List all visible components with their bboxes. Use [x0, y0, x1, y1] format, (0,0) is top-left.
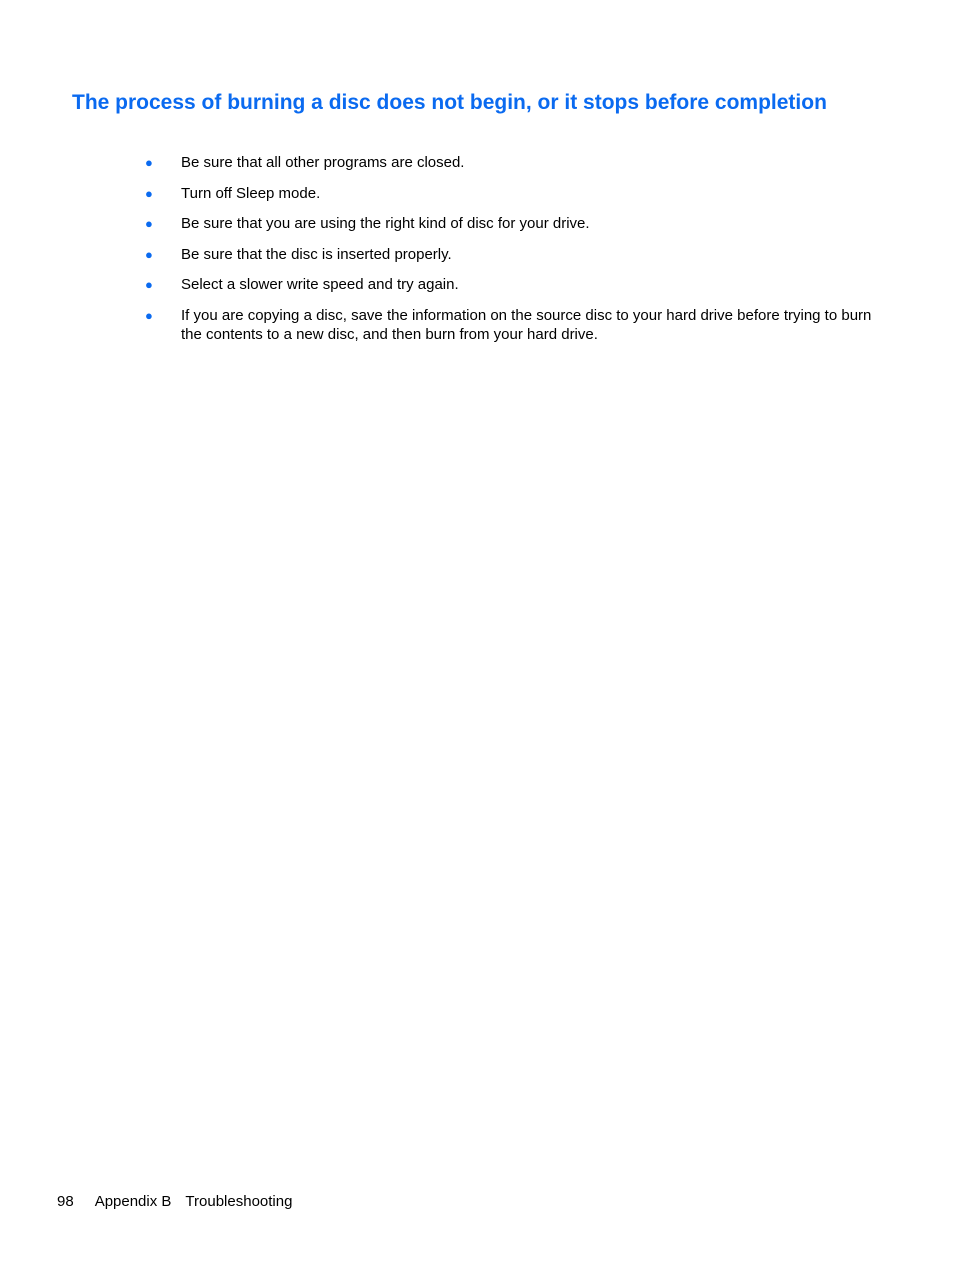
section-heading: The process of burning a disc does not begin, or it stops before completion — [72, 91, 827, 114]
troubleshooting-bullet-list — [0, 153, 954, 355]
list-item — [0, 214, 954, 233]
list-item — [0, 275, 954, 294]
bullet-icon: ● — [145, 277, 153, 292]
bullet-icon: ● — [145, 216, 153, 231]
list-item-text: Select a slower write speed and try again. — [181, 276, 459, 293]
bullet-icon: ● — [145, 246, 153, 262]
page-footer — [57, 1192, 292, 1211]
bullet-icon: ● — [145, 185, 153, 201]
footer-section-label: Appendix B — [94, 1193, 172, 1210]
list-item — [0, 153, 954, 172]
list-item-text: If you are copying a disc, save the information on the source disc to your hard drive before trying to burn the contents to a new disc, and then burn from your hard drive. — [181, 306, 872, 343]
bullet-icon: ● — [145, 155, 153, 170]
list-item — [0, 245, 954, 264]
footer-chapter-label: Troubleshooting — [185, 1193, 293, 1210]
bullet-icon: ● — [145, 307, 153, 323]
list-item-text: Be sure that the disc is inserted properly. — [181, 245, 452, 263]
list-item-text: Be sure that you are using the right kind of disc for your drive. — [181, 215, 590, 232]
list-item — [0, 306, 954, 344]
page-number: 98 — [57, 1193, 74, 1210]
list-item-text: Turn off Sleep mode. — [181, 184, 321, 202]
list-item — [0, 184, 954, 203]
list-item-text: Be sure that all other programs are closed. — [181, 154, 465, 171]
